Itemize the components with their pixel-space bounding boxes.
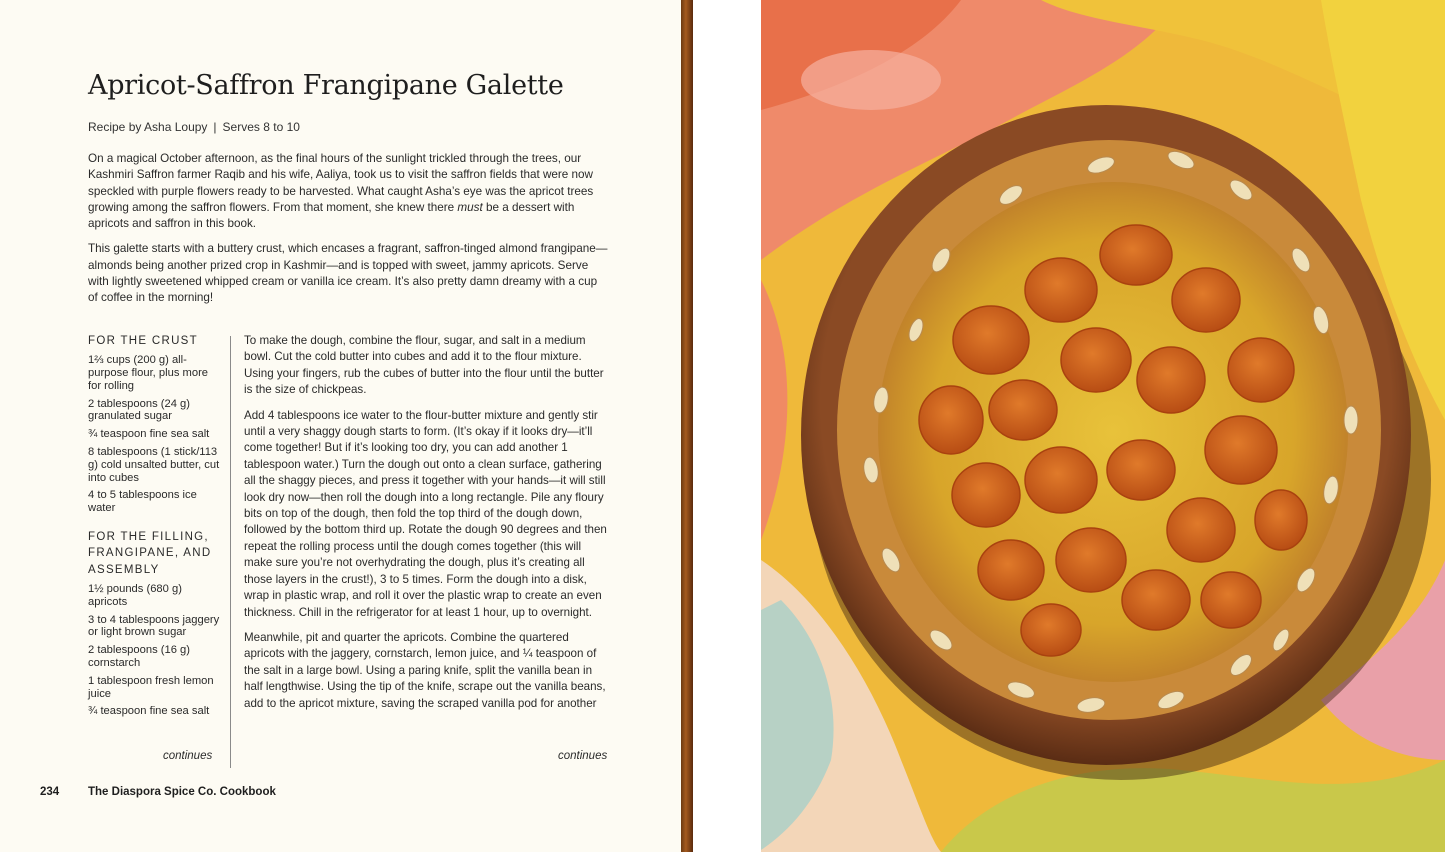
- ingredient-item: 1 tablespoon fresh lemon juice: [88, 674, 214, 700]
- left-page: [0, 0, 681, 852]
- intro-text: On a magical October afternoon, as the final hours of the sunlight trickled through the trees, our Kashmiri Saffron farmer Raqib and his wife, Aaliya, took us to visit the saffron fields that were now speckled with purple flowers ready to be harvested. What caught Asha’s eye was the apricot trees growing among the saffron flowers. From that moment, she knew there: [88, 152, 594, 214]
- intro-text: be a dessert with apricots and saffron in this book.: [88, 200, 575, 231]
- recipe-byline: [88, 120, 300, 134]
- method-paragraph: Add 4 tablespoons ice water to the flour-butter mixture and gently stir until a very shaggy dough starts to form. (It’s okay if it looks dry—it’ll come together! But if it’s looking too dry, you can add another 1 tablespoon water.) Turn the dough out onto a clean surface, gathering all the shaggy pieces, and press it together with your hands—it will still look dry now—then roll the dough into a long rectangle. Pile any floury bits on top of the dough, then fold the top third of the dough down, followed by the bottom third up. Rotate the dough 90 degrees and then repeat the rolling process until the dough comes together (this will make sure you’re not overhydrating the dough, plus it’s creating all those layers in the crust!), 3 to 5 times. Form the dough into a disk, wrap in plastic wrap, and roll it over the plastic wrap to create an even thickness. Chill in the refrigerator for at least 1 hour, up to overnight.: [244, 408, 607, 619]
- ingredient-item: ¾ teaspoon fine sea salt: [88, 428, 210, 441]
- galette-photo: [761, 0, 1445, 852]
- ingredients-continues: continues: [163, 750, 213, 762]
- page-number: 234: [40, 786, 60, 798]
- intro-paragraph-1: [88, 151, 608, 232]
- marble-swirl: [801, 50, 941, 110]
- ingredient-item: 1½ pounds (680 g) apricots: [88, 582, 182, 608]
- recipe-intro: [88, 151, 608, 316]
- ingredient-item: 3 to 4 tablespoons jaggery or light brown sugar: [88, 613, 220, 639]
- column-divider: [230, 336, 231, 768]
- ingredient-item: 2 tablespoons (24 g) granulated sugar: [88, 397, 190, 423]
- crust-ingredient-list: [88, 354, 220, 515]
- book-title: The Diaspora Spice Co. Cookbook: [88, 786, 276, 798]
- crust-heading: FOR THE CRUST: [88, 335, 198, 347]
- ingredient-item: ¾ teaspoon fine sea salt: [88, 705, 210, 718]
- ingredient-item: 4 to 5 tablespoons ice water: [88, 489, 197, 515]
- book-spine: [681, 0, 693, 852]
- ingredient-item: 2 tablespoons (16 g) cornstarch: [88, 644, 190, 669]
- byline-separator: |: [213, 120, 217, 134]
- method-column: [244, 333, 608, 721]
- ingredient-item: 1⅔ cups (200 g) all-purpose flour, plus more for rolling: [88, 354, 209, 392]
- galette-photo-art: [761, 0, 1445, 852]
- page-gutter: [693, 0, 761, 852]
- intro-emphasis: must: [457, 200, 483, 214]
- method-continues: continues: [558, 750, 608, 762]
- recipe-author: Recipe by Asha Loupy: [88, 120, 208, 134]
- method-paragraph: To make the dough, combine the flour, sugar, and salt in a medium bowl. Cut the cold butter into cubes and add it to the flour mixture. Using your fingers, rub the cubes of butter into the flour until the butter is the size of chickpeas.: [244, 334, 604, 397]
- filling-heading: FOR THE FILLING, FRANGIPANE, AND ASSEMBLY: [88, 531, 212, 576]
- ingredient-item: 8 tablespoons (1 stick/113 g) cold unsalted butter, cut into cubes: [88, 446, 220, 484]
- filling-ingredient-list: [88, 583, 220, 718]
- recipe-servings: Serves 8 to 10: [222, 120, 300, 134]
- intro-paragraph-2: This galette starts with a buttery crust, which encases a fragrant, saffron-tinged almond frangipane—almonds being another prized crop in Kashmir—and is topped with sweet, jammy apricots. Serve with lightly sweetened whipped cream or vanilla ice cream. It’s also pretty damn dreamy with a cup of coffee in the morning!: [88, 242, 608, 305]
- method-paragraph: Meanwhile, pit and quarter the apricots. Combine the quartered apricots with the jaggery, cornstarch, lemon juice, and ¼ teaspoon of the salt in a large bowl. Using a paring knife, split the vanilla bean in half lengthwise. Using the tip of the knife, scrape out the vanilla beans, add to the apricot mixture, saving the scraped vanilla pod for another: [244, 630, 606, 710]
- recipe-title: Apricot-Saffron Frangipane Galette: [88, 70, 564, 101]
- ingredients-column: [88, 333, 220, 723]
